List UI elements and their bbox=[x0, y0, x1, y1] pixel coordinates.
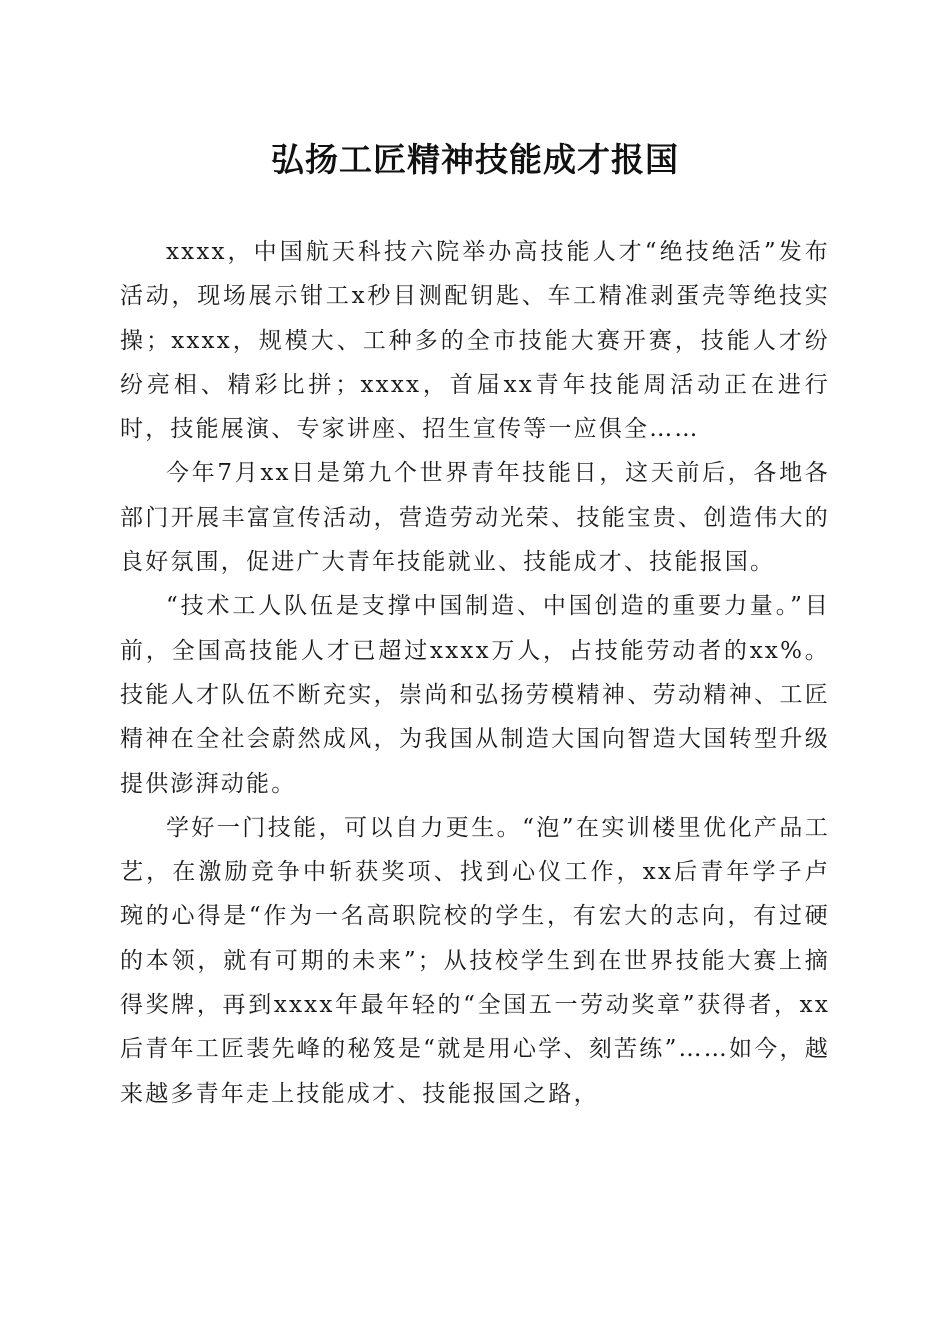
paragraph-1: xxxx，中国航天科技六院举办高技能人才“绝技绝活”发布活动，现场展示钳工x秒目测配钥匙、车工精准剥蛋壳等绝技实操；xxxx，规模大、工种多的全市技能大赛开赛，技能人才纷纷亮相、精彩比拼；xxxx，首届xx青年技能周活动正在进行时，技能展演、专家讲座、招生宣传等一应俱全…… bbox=[120, 239, 830, 443]
document-body bbox=[120, 230, 830, 1116]
paragraph-2: 今年7月xx日是第九个世界青年技能日，这天前后，各地各部门开展丰富宣传活动，营造劳动光荣、技能宝贵、创造伟大的良好氛围，促进广大青年技能就业、技能成才、技能报国。 bbox=[120, 460, 830, 576]
paragraph-4: 学好一门技能，可以自力更生。“泡”在实训楼里优化产品工艺，在激励竞争中斩获奖项、找到心仪工作，xx后青年学子卢琬的心得是“作为一名高职院校的学生，有宏大的志向，有过硬的本领，就有可期的未来”；从技校学生到在世界技能大赛上摘得奖牌，再到xxxx年最年轻的“全国五一劳动奖章”获得者，xx后青年工匠裴先峰的秘笈是“就是用心学、刻苦练”……如今，越来越多青年走上技能成才、技能报国之路， bbox=[120, 814, 830, 1107]
document-title: 弘扬工匠精神技能成才报国 bbox=[271, 140, 679, 179]
paragraph-3: “技术工人队伍是支撑中国制造、中国创造的重要力量。”目前，全国高技能人才已超过xxxx万人，占技能劳动者的xx%。技能人才队伍不断充实，崇尚和弘扬劳模精神、劳动精神、工匠精神在全社会蔚然成风，为我国从制造大国向智造大国转型升级提供澎湃动能。 bbox=[120, 593, 830, 797]
